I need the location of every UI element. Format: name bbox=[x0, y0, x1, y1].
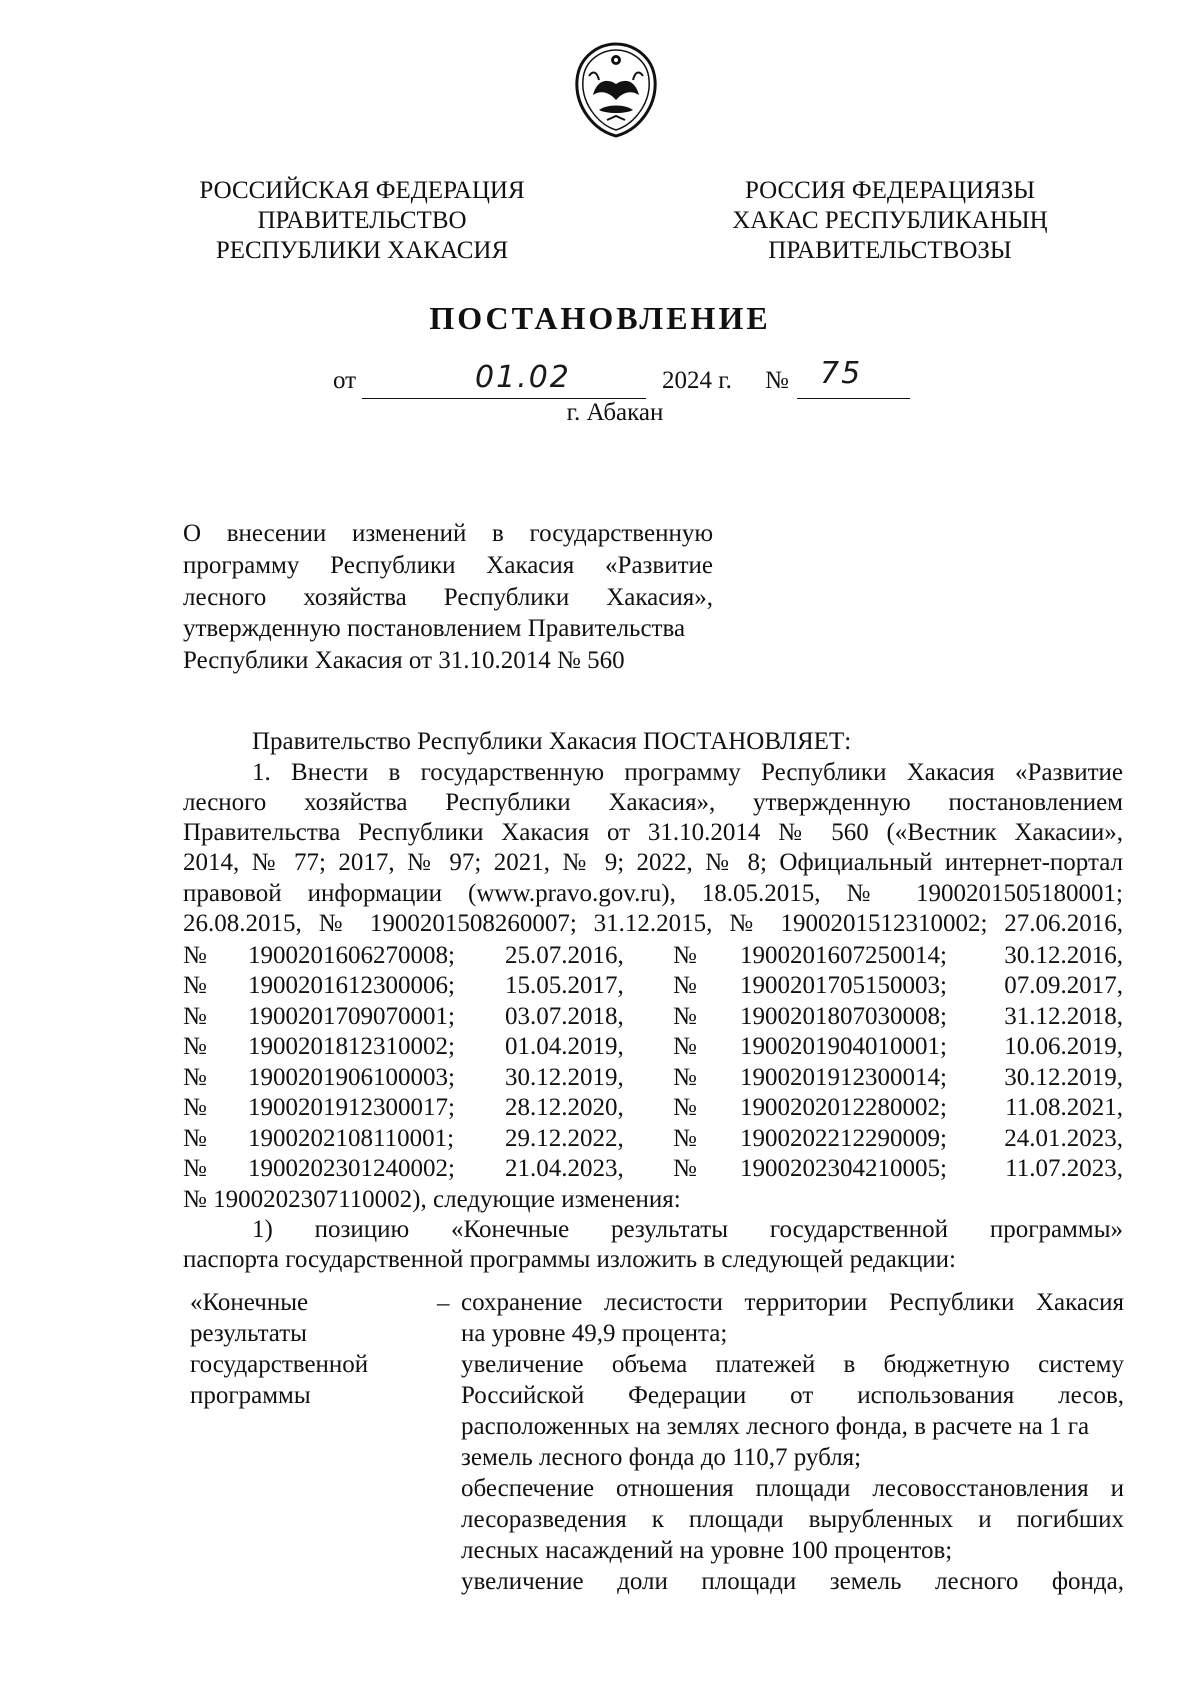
passport-value-line: лесоразведения к площади вырубленных и погибших bbox=[461, 1506, 1124, 1533]
number-sign: № bbox=[673, 1155, 697, 1182]
number-sign: № bbox=[183, 1064, 207, 1091]
subject-line: лесного хозяйства Республики Хакасия», bbox=[183, 583, 713, 611]
publication-date: 01.04.2019, bbox=[505, 1033, 624, 1060]
publication-date: 24.01.2023, bbox=[1004, 1125, 1123, 1152]
publication-date: 10.06.2019, bbox=[1004, 1033, 1123, 1060]
item-line: паспорта государственной программы изложить в следующей редакции: bbox=[183, 1246, 956, 1273]
number-sign: № bbox=[183, 1094, 207, 1121]
paragraph-line: правовой информации (www.pravo.gov.ru), 18.05.2015, № 1900201505180001; bbox=[183, 880, 1123, 907]
paragraph-end: № 1900202307110002), следующие изменения: bbox=[183, 1186, 681, 1213]
number-sign: № bbox=[673, 1033, 697, 1060]
publication-date: 11.07.2023, bbox=[1005, 1155, 1123, 1182]
subject-line: О внесении изменений в государственную bbox=[183, 520, 713, 547]
header-right bbox=[730, 176, 1050, 266]
passport-dash: – bbox=[437, 1290, 450, 1317]
publication-number: 1900202212290009; bbox=[740, 1125, 947, 1152]
publication-date: 31.12.2018, bbox=[1004, 1003, 1123, 1030]
passport-value-line: сохранение лесистости территории Республики Хакасия bbox=[461, 1289, 1124, 1316]
publication-date: 07.09.2017, bbox=[1004, 972, 1123, 999]
passport-value-line: Российской Федерации от использования лесов, bbox=[461, 1382, 1124, 1409]
publication-date: 30.12.2019, bbox=[1004, 1064, 1123, 1091]
header-right-line: ХАКАС РЕСПУБЛИКАНЫҢ bbox=[732, 207, 1048, 234]
passport-value-line: земель лесного фонда до 110,7 рубля; bbox=[461, 1444, 862, 1471]
publication-row bbox=[183, 971, 1123, 1001]
publication-date: 11.08.2021, bbox=[1005, 1094, 1123, 1121]
paragraph-line: лесного хозяйства Республики Хакасия», утвержденную постановлением bbox=[183, 789, 1123, 816]
publication-row bbox=[183, 1063, 1123, 1093]
publication-number: 1900201709070001; bbox=[248, 1003, 455, 1030]
number-sign: № bbox=[765, 367, 789, 394]
number-sign: № bbox=[673, 942, 697, 969]
header-right-line: РОССИЯ ФЕДЕРАЦИЯЗЫ bbox=[744, 177, 1036, 204]
publication-date: 30.12.2016, bbox=[1004, 942, 1123, 969]
preamble: Правительство Республики Хакасия ПОСТАНОВЛЯЕТ: bbox=[252, 728, 852, 755]
publication-number: 1900202108110001; bbox=[248, 1125, 455, 1152]
date-year: 2024 г. bbox=[662, 367, 732, 394]
publication-date: 15.05.2017, bbox=[505, 972, 624, 999]
subject-line: Республики Хакасия от 31.10.2014 № 560 bbox=[183, 647, 625, 675]
passport-label-line: результаты bbox=[190, 1320, 307, 1347]
publication-number: 1900201912300017; bbox=[248, 1094, 455, 1121]
publication-number: 1900201612300006; bbox=[248, 972, 455, 999]
publication-number: 1900202301240002; bbox=[248, 1155, 455, 1182]
number-sign: № bbox=[673, 972, 697, 999]
publication-row bbox=[183, 1032, 1123, 1062]
publication-row bbox=[183, 1002, 1123, 1032]
publication-date: 29.12.2022, bbox=[505, 1125, 624, 1152]
publication-date: 28.12.2020, bbox=[505, 1094, 624, 1121]
number-sign: № bbox=[673, 1094, 697, 1121]
publication-number: 1900201705150003; bbox=[740, 972, 947, 999]
publication-number: 1900201904010001; bbox=[740, 1033, 947, 1060]
publication-number: 1900202012280002; bbox=[740, 1094, 947, 1121]
document-title: ПОСТАНОВЛЕНИЕ bbox=[429, 300, 771, 336]
publication-row bbox=[183, 941, 1123, 971]
number-sign: № bbox=[183, 1033, 207, 1060]
city: г. Абакан bbox=[566, 399, 664, 426]
header-left bbox=[197, 176, 527, 266]
number-handwritten: 75 bbox=[820, 356, 863, 391]
date-handwritten: 01.02 bbox=[475, 360, 571, 395]
publication-date: 25.07.2016, bbox=[505, 942, 624, 969]
publication-number: 1900201606270008; bbox=[248, 942, 455, 969]
number-sign: № bbox=[183, 1003, 207, 1030]
header-left-line: РОССИЙСКАЯ ФЕДЕРАЦИЯ bbox=[199, 177, 525, 204]
header-left-line: ПРАВИТЕЛЬСТВО bbox=[257, 207, 467, 234]
number-sign: № bbox=[183, 942, 207, 969]
publication-number: 1900201906100003; bbox=[248, 1064, 455, 1091]
publication-row bbox=[183, 1154, 1123, 1184]
date-prefix: от bbox=[333, 367, 357, 394]
passport-label-line: «Конечные bbox=[190, 1289, 309, 1316]
publication-number: 1900201807030008; bbox=[740, 1003, 947, 1030]
passport-value-line: увеличение доли площади земель лесного фонда, bbox=[461, 1568, 1124, 1595]
item-line: 1) позицию «Конечные результаты государственной программы» bbox=[252, 1216, 1123, 1243]
publication-number: 1900202304210005; bbox=[740, 1155, 947, 1182]
publication-row bbox=[183, 1124, 1123, 1154]
passport-label-line: государственной bbox=[190, 1351, 369, 1378]
paragraph-line: Правительства Республики Хакасия от 31.10.2014 № 560 («Вестник Хакасии», bbox=[183, 819, 1123, 846]
subject-line: программу Республики Хакасия «Развитие bbox=[183, 551, 713, 579]
paragraph-line: 2014, № 77; 2017, № 97; 2021, № 9; 2022, № 8; Официальный интернет-портал bbox=[183, 849, 1123, 876]
passport-value-line: лесных насаждений на уровне 100 процентов; bbox=[461, 1537, 953, 1564]
passport-label bbox=[190, 1287, 368, 1411]
number-sign: № bbox=[183, 1155, 207, 1182]
paragraph-line: 26.08.2015, № 1900201508260007; 31.12.2015, № 1900201512310002; 27.06.2016, bbox=[183, 910, 1123, 937]
publication-number: 1900201812310002; bbox=[248, 1033, 455, 1060]
date-line bbox=[333, 366, 356, 396]
passport-value-line: увеличение объема платежей в бюджетную систему bbox=[461, 1351, 1124, 1378]
passport-label-line: программы bbox=[190, 1382, 311, 1409]
paragraph-line: 1. Внести в государственную программу Республики Хакасия «Развитие bbox=[252, 759, 1123, 786]
publication-row bbox=[183, 1093, 1123, 1123]
passport-value-line: на уровне 49,9 процента; bbox=[461, 1320, 728, 1347]
header-right-line: ПРАВИТЕЛЬСТВОЗЫ bbox=[768, 237, 1012, 264]
number-sign: № bbox=[673, 1064, 697, 1091]
number-sign: № bbox=[673, 1125, 697, 1152]
number-sign: № bbox=[183, 972, 207, 999]
header-left-line: РЕСПУБЛИКИ ХАКАСИЯ bbox=[215, 237, 509, 264]
subject bbox=[183, 518, 713, 677]
subject-line: утвержденную постановлением Правительства bbox=[183, 615, 686, 643]
number-sign: № bbox=[673, 1003, 697, 1030]
publication-number: 1900201912300014; bbox=[740, 1064, 947, 1091]
khakassia-coat-of-arms-icon bbox=[571, 40, 661, 140]
publication-number: 1900201607250014; bbox=[740, 942, 947, 969]
number-sign: № bbox=[183, 1125, 207, 1152]
publication-date: 21.04.2023, bbox=[505, 1155, 624, 1182]
publication-date: 30.12.2019, bbox=[505, 1064, 624, 1091]
publication-date: 03.07.2018, bbox=[505, 1003, 624, 1030]
passport-value-line: расположенных на землях лесного фонда, в расчете на 1 га bbox=[461, 1413, 1090, 1440]
passport-value-line: обеспечение отношения площади лесовосстановления и bbox=[461, 1475, 1124, 1502]
